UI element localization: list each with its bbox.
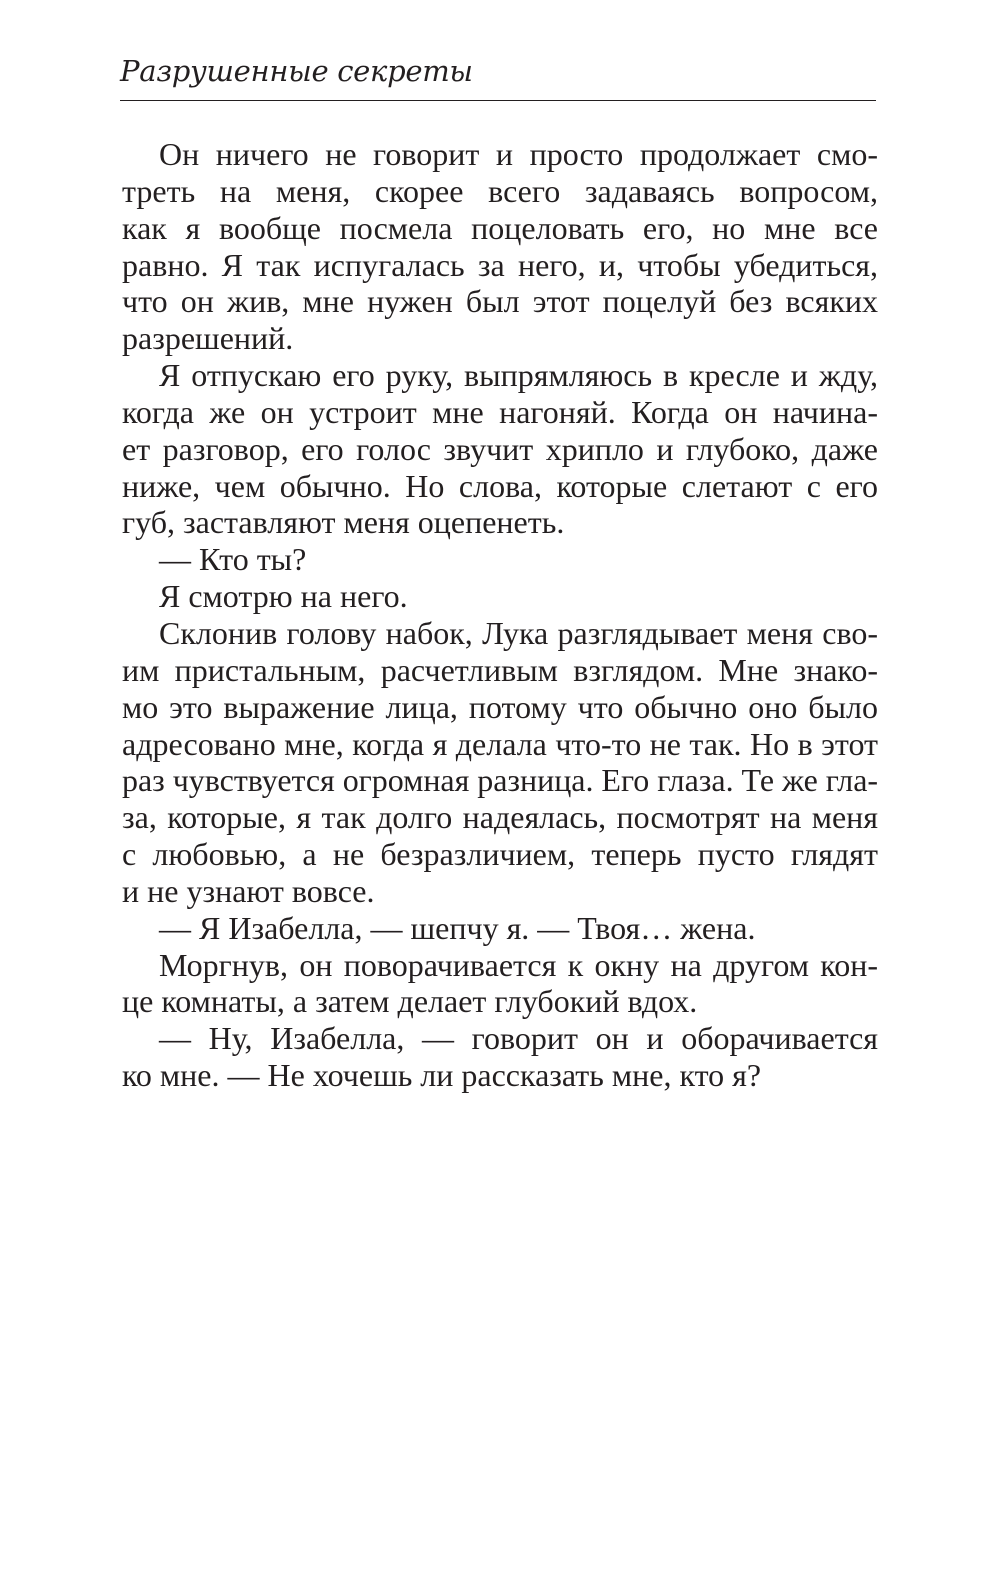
text-line: за, которые, я так долго надеялась, посмотрят на меня [122,799,878,836]
text-line: треть на меня, скорее всего задаваясь вопросом, [122,172,878,209]
text-line: губ, заставляют меня оцепенеть. [122,504,565,541]
running-head [120,50,880,100]
paragraph [122,947,878,1021]
paragraph [122,615,878,910]
paragraph [122,541,878,578]
text-line: — Я Изабелла, — шепчу я. — Твоя… жена. [159,909,756,946]
text-line: раз чувствуется огромная разница. Его глаза. Те же гла- [122,762,878,799]
paragraph [122,910,878,947]
header-rule [120,100,876,101]
paragraph [122,357,878,541]
text-line: ко мне. — Не хочешь ли рассказать мне, кто я? [122,1057,762,1094]
text-line: равно. Я так испугалась за него, и, чтобы убедиться, [122,246,878,283]
paragraph [122,578,878,615]
paragraph [122,1020,878,1094]
text-line: мо это выражение лица, потому что обычно оно было [122,688,878,725]
text-line: Моргнув, он поворачивается к окну на другом кон- [159,946,878,983]
text-line: с любовью, а не безразличием, теперь пусто глядят [122,836,878,873]
running-title: Разрушенные секреты [120,54,473,88]
text-line: и не узнают вовсе. [122,872,375,909]
paragraph [122,136,878,357]
text-line: как я вообще посмела поцеловать его, но мне все [122,209,878,246]
text-line: что он жив, мне нужен был этот поцелуй без всяких [122,283,878,320]
text-line: ниже, чем обычно. Но слова, которые слетают с его [122,467,878,504]
text-line: Он ничего не говорит и просто продолжает смо- [159,136,878,172]
text-line: Я смотрю на него. [159,578,408,615]
text-line: — Ну, Изабелла, — говорит он и оборачивается [159,1020,878,1057]
text-line: — Кто ты? [159,541,307,578]
text-line: Я отпускаю его руку, выпрямляюсь в кресле и жду, [159,357,878,394]
text-body [122,136,878,1094]
text-line: ет разговор, его голос звучит хрипло и глубоко, даже [122,430,878,467]
text-line: адресовано мне, когда я делала что-то не так. Но в этот [122,725,878,762]
text-line: це комнаты, а затем делает глубокий вдох. [122,983,698,1020]
text-line: разрешений. [122,320,294,357]
text-line: им пристальным, расчетливым взглядом. Мне знако- [122,651,878,688]
text-line: Склонив голову набок, Лука разглядывает меня сво- [159,614,878,651]
text-line: когда же он устроит мне нагоняй. Когда он начина- [122,393,878,430]
